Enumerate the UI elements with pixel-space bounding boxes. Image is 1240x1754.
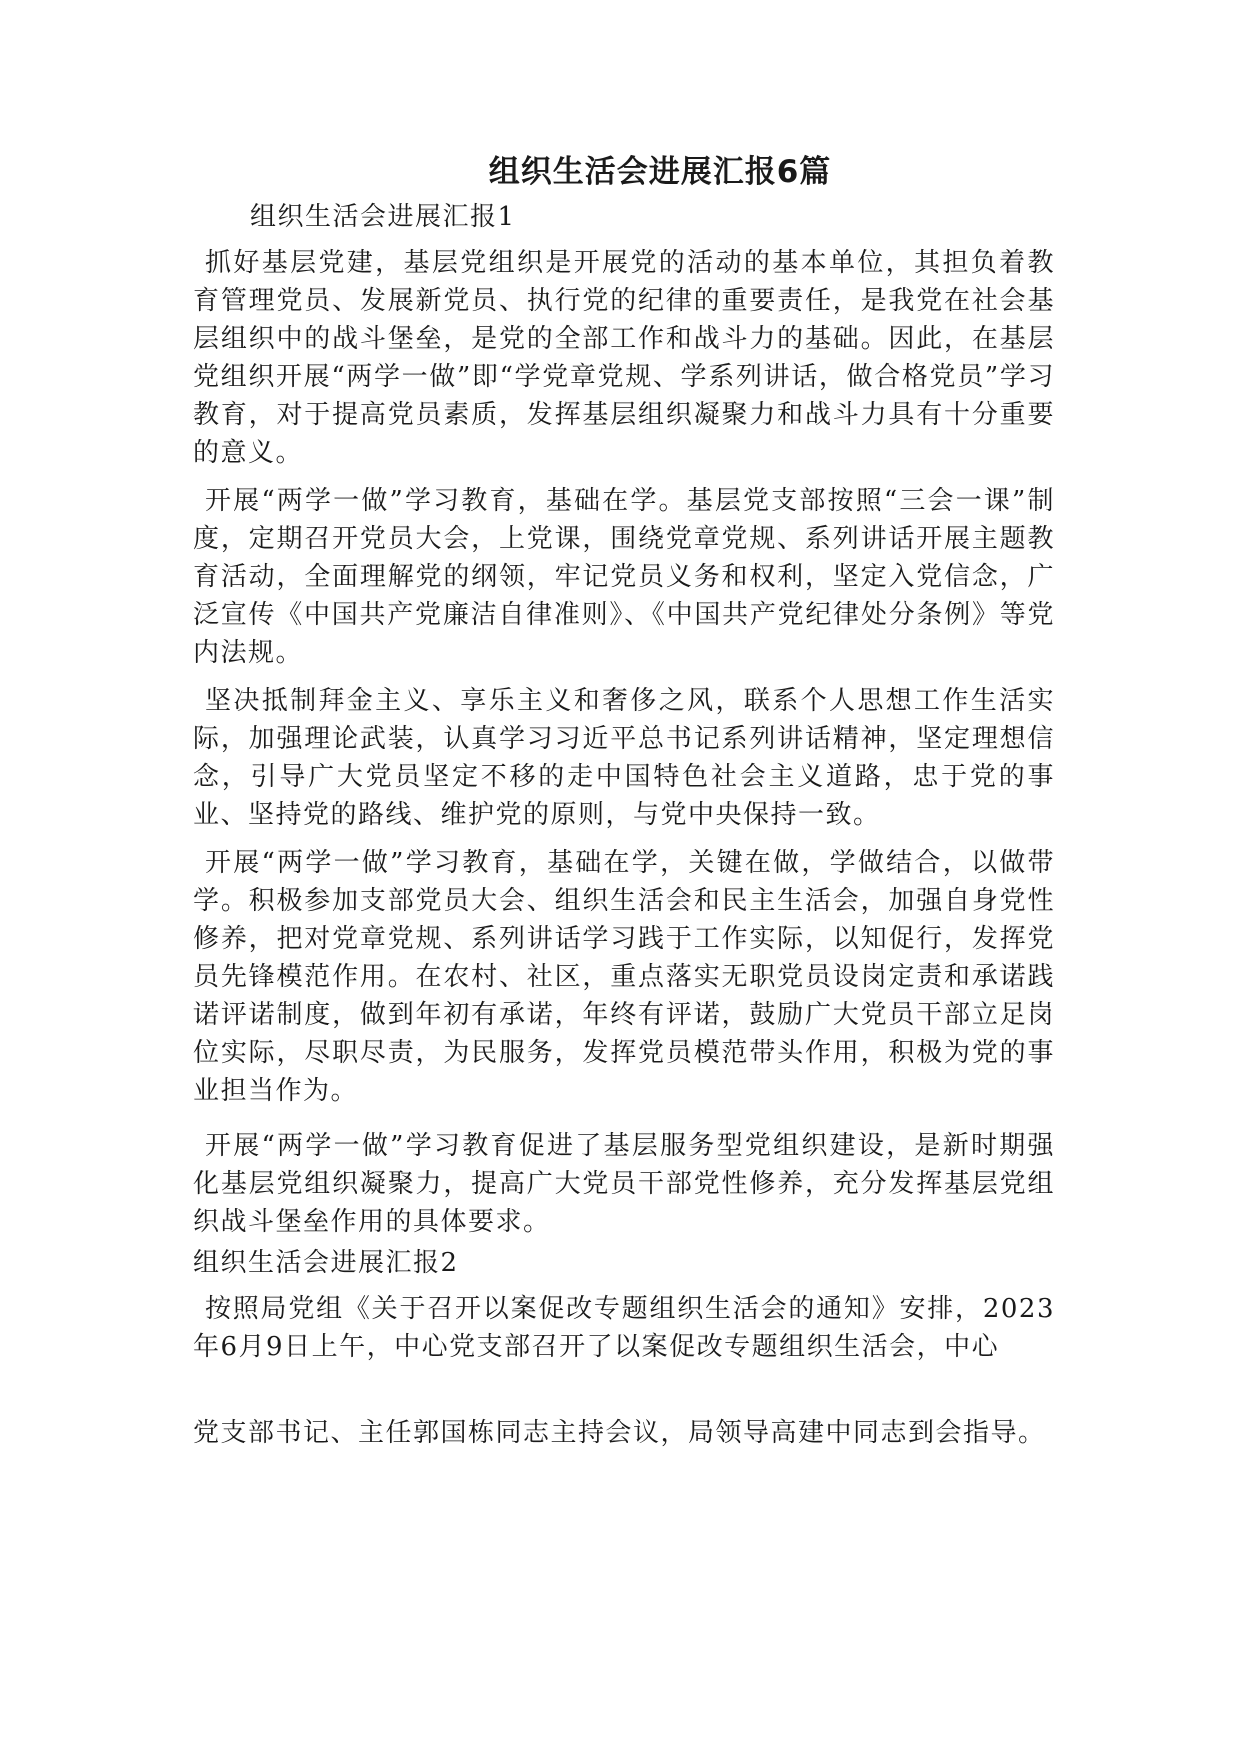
report-1-paragraph-2: 开展“两学一做”学习教育，基础在学。基层党支部按照“三会一课”制度，定期召开党员大会，上党课，围绕党章党规、系列讲话开展主题教育活动，全面理解党的纲领，牢记党员义务和权利，坚定入党信念，广泛宣传《中国共产党廉洁自律准则》、《中国共产党纪律处分条例》等党内法规。 bbox=[193, 486, 1055, 668]
report-2-paragraph-1: 按照局党组《关于召开以案促改专题组织生活会的通知》安排，2023年6月9日上午，中心党支部召开了以案促改专题组织生活会，中心 bbox=[193, 1294, 1055, 1362]
report-2-heading: 组织生活会进展汇报2 bbox=[193, 1248, 459, 1278]
report-2-paragraph-2: 党支部书记、主任郭国栋同志主持会议，局领导高建中同志到会指导。 bbox=[193, 1418, 1046, 1448]
report-1-paragraph-3: 坚决抵制拜金主义、享乐主义和奢侈之风，联系个人思想工作生活实际，加强理论武装，认真学习习近平总书记系列讲话精神，坚定理想信念，引导广大党员坚定不移的走中国特色社会主义道路，忠于党的事业、坚持党的路线、维护党的原则，与党中央保持一致。 bbox=[193, 686, 1055, 830]
report-1-paragraph-5: 开展“两学一做”学习教育促进了基层服务型党组织建设，是新时期强化基层党组织凝聚力，提高广大党员干部党性修养，充分发挥基层党组织战斗堡垒作用的具体要求。 bbox=[193, 1131, 1055, 1237]
report-1-heading: 组织生活会进展汇报1 bbox=[250, 202, 516, 232]
report-1-paragraph-4: 开展“两学一做”学习教育，基础在学，关键在做，学做结合，以做带学。积极参加支部党员大会、组织生活会和民主生活会，加强自身党性修养，把对党章党规、系列讲话学习践于工作实际，以知促行，发挥党员先锋模范作用。在农村、社区，重点落实无职党员设岗定责和承诺践诺评诺制度，做到年初有承诺，年终有评诺，鼓励广大党员干部立足岗位实际，尽职尽责，为民服务，发挥党员模范带头作用，积极为党的事业担当作为。 bbox=[193, 848, 1055, 1106]
report-1-paragraph-1: 抓好基层党建，基层党组织是开展党的活动的基本单位，其担负着教育管理党员、发展新党员、执行党的纪律的重要责任，是我党在社会基层组织中的战斗堡垒，是党的全部工作和战斗力的基础。因此，在基层党组织开展“两学一做”即“学党章党规、学系列讲话，做合格党员”学习教育，对于提高党员素质，发挥基层组织凝聚力和战斗力具有十分重要的意义。 bbox=[193, 248, 1055, 468]
document-title: 组织生活会进展汇报6篇 bbox=[488, 154, 832, 190]
